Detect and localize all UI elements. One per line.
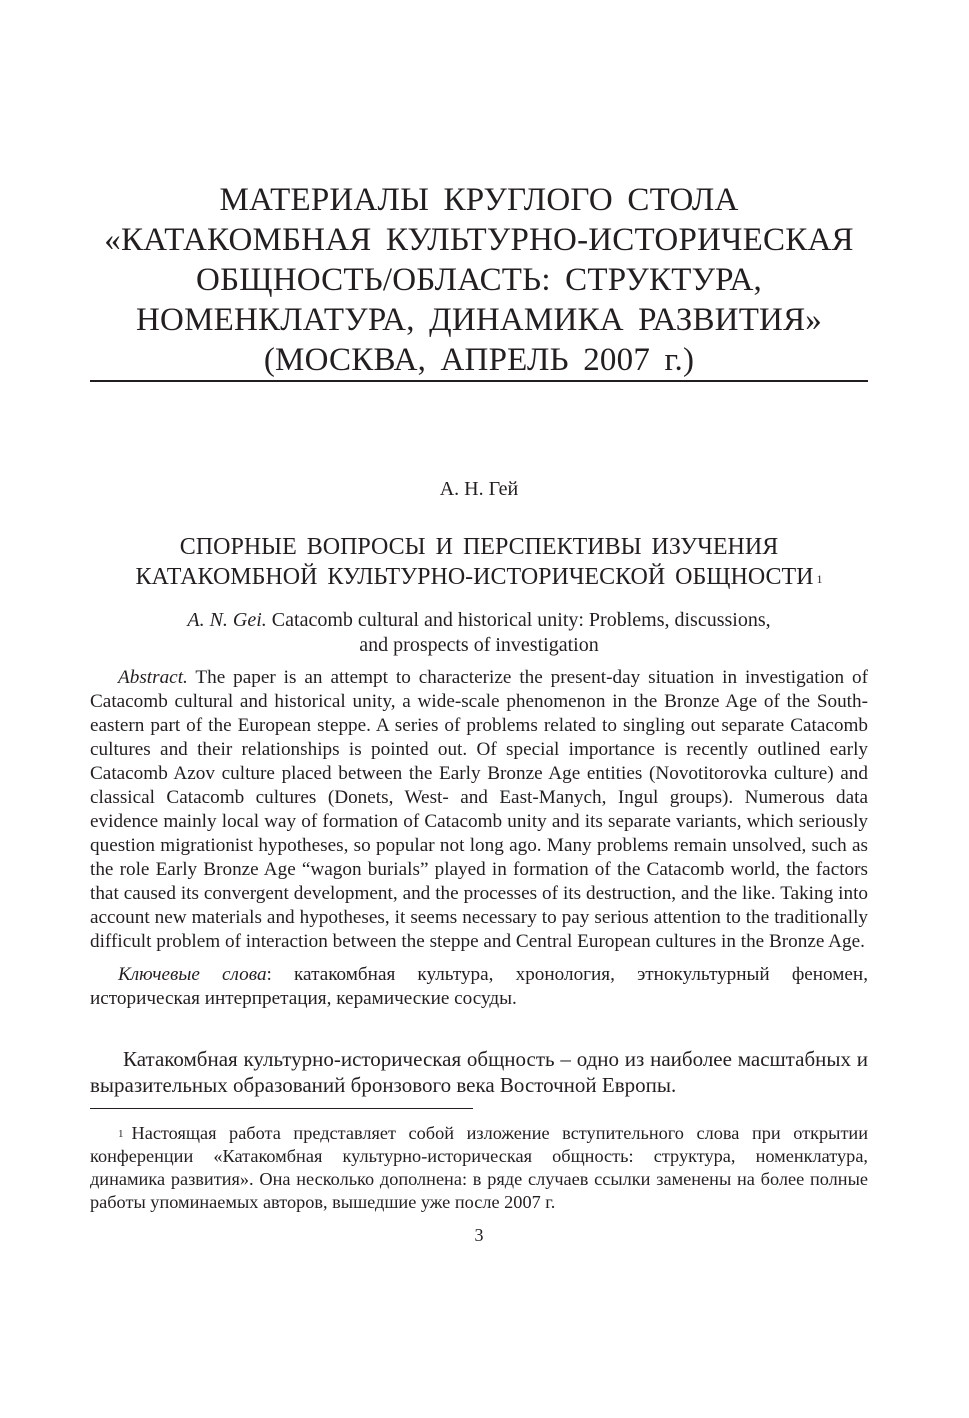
author-name: А. Н. Гей <box>439 478 519 500</box>
article-title-line: СПОРНЫЕ ВОПРОСЫ И ПЕРСПЕКТИВЫ ИЗУЧЕНИЯ <box>179 534 779 560</box>
english-title-text: Catacomb cultural and historical unity: Problems, discussions, <box>266 609 771 631</box>
article-title-text: КАТАКОМБНОЙ КУЛЬТУРНО-ИСТОРИЧЕСКОЙ ОБЩНОСТИ <box>135 564 814 590</box>
page <box>90 0 868 1246</box>
section-title-line: НОМЕНКЛАТУРА, ДИНАМИКА РАЗВИТИЯ» <box>136 302 822 338</box>
article-title <box>90 532 868 592</box>
footnote <box>90 1122 868 1214</box>
keywords-label: Ключевые слова <box>118 964 267 985</box>
footnote-text: Настоящая работа представляет собой изложение вступительного слова при открытии конференции «Катакомбная культурно-историческая общность: структура, номенклатура, динамика развития». Она несколько дополнена: в ряде случаев ссылки заменены на более полные работы упоминаемых авторов, вышедшие уже после 2007 г. <box>90 1123 868 1212</box>
section-title-line: ОБЩНОСТЬ/ОБЛАСТЬ: СТРУКТУРА, <box>196 262 762 298</box>
page-number: 3 <box>474 1225 484 1245</box>
keywords-text: : катакомбная культура, хронология, этнокультурный феномен, историческая интерпретация, керамические сосуды. <box>90 964 868 1009</box>
footnote-mark: 1 <box>118 1128 124 1140</box>
footnote-reference[interactable]: 1 <box>816 572 823 586</box>
section-title-line: МАТЕРИАЛЫ КРУГЛОГО СТОЛА <box>219 182 739 218</box>
section-title-line: «КАТАКОМБНАЯ КУЛЬТУРНО-ИСТОРИЧЕСКАЯ <box>104 222 854 258</box>
section-title-line: (МОСКВА, АПРЕЛЬ 2007 г.) <box>263 342 695 378</box>
keywords <box>90 963 868 1011</box>
article-title-line <box>90 562 868 592</box>
english-author: A. N. Gei. <box>187 609 267 631</box>
abstract <box>90 666 868 954</box>
abstract-text: The paper is an attempt to characterize the present-day situation in investigation of Catacomb cultural and historical unity, a wide-scale phenomenon in the Bronze Age of the South-eastern part of the European steppe. A series of problems related to singling out separate Catacomb cultures and their relationships is pointed out. Of special importance is recently outlined early Catacomb Azov culture placed between the Early Bronze Age entities (Novotitorovka culture) and classical Catacomb cultures (Donets, West- and East-Manych, Ingul groups). Numerous data evidence mainly local way of formation of Catacomb unity and its separate variants, which seriously question migrationist hypotheses, so popular not long ago. Many problems remain unsolved, such as the role Early Bronze Age “wagon burials” played in formation of the Catacomb world, the factors that caused its convergent development, and the processes of its destruction, and the like. Taking into account new materials and hypotheses, it seems necessary to pay serious attention to the traditionally difficult problem of interaction between the steppe and Central European cultures in the Bronze Age. <box>90 667 868 952</box>
body-paragraph: Катакомбная культурно-историческая общность – одно из наиболее масштабных и выразительных образований бронзового века Восточной Европы. <box>90 1047 868 1097</box>
section-title <box>90 180 868 380</box>
abstract-label: Abstract. <box>118 667 188 688</box>
title-rule <box>90 380 868 382</box>
english-title-line2: and prospects of investigation <box>359 634 599 656</box>
english-title <box>90 608 868 658</box>
footnote-rule <box>90 1108 473 1109</box>
